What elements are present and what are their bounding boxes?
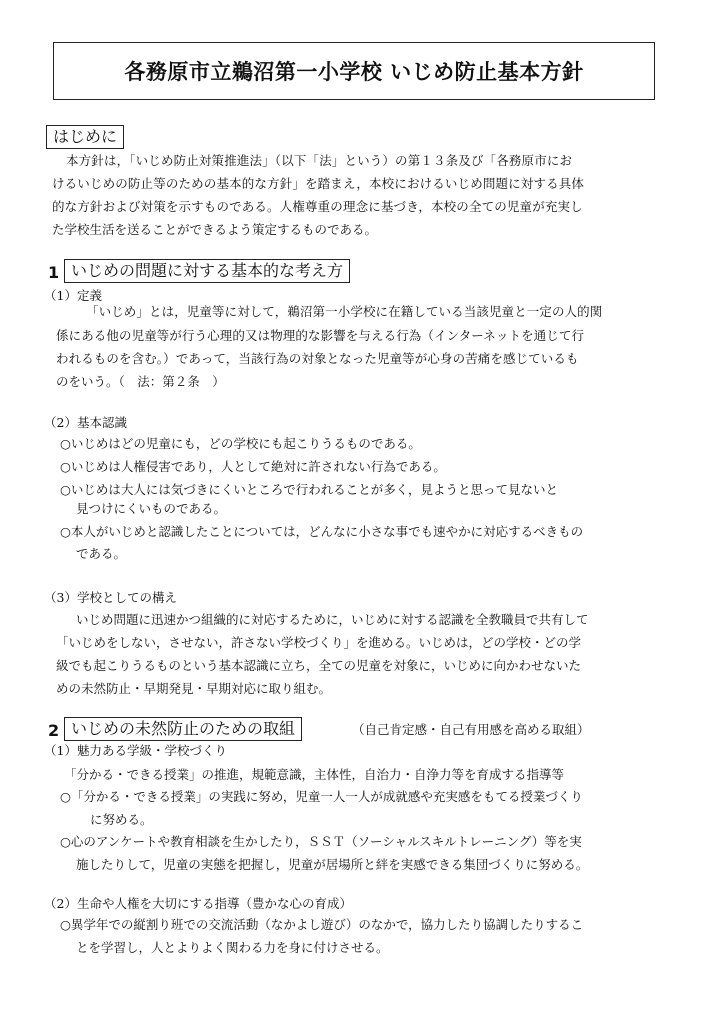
life-line-2: とを学習し，人とよりよく関わる力を身に付けさせる。	[76, 940, 389, 955]
stance-line-2: 「いじめをしない，させない，許さない学校づくり」を進める。いじめは，どの学校・どの学	[56, 635, 582, 650]
intro-line-3: 的な方針および対策を示すものである。人権尊重の理念に基づき，本校の全ての児童が充実し	[52, 199, 583, 214]
attractive-line-4: ○心のアンケートや教育相談を生かしたり，ＳＳＴ（ソーシャルスキルトレーニング）等を実	[60, 834, 582, 849]
page-title: 各務原市立鵜沼第一小学校 いじめ防止基本方針	[124, 60, 584, 84]
definition-line-3: われるものを含む。）であって，当該行為の対象となった児童等が心身の苦痛を感じているも	[56, 351, 579, 366]
section1-sub3-label: （3）学校としての構え	[44, 590, 177, 605]
intro-line-1: 本方針は，「いじめ防止対策推進法」（以下「法」という）の第１３条及び「各務原市にお	[66, 153, 573, 168]
recognition-line-2: ○いじめは人権侵害であり，人として絶対に許されない行為である。	[60, 459, 446, 474]
section1-sub1-label: （1）定義	[44, 288, 102, 303]
section1-heading: いじめの問題に対する基本的な考え方	[64, 259, 350, 283]
stance-line-4: めの未然防止・早期発見・早期対応に取り組む。	[56, 681, 332, 696]
recognition-line-5: ○本人がいじめと認識したことについては，どんなに小さな事でも速やかに対応するべきもの	[60, 524, 584, 539]
definition-line-2: 係にある他の児童等が行う心理的又は物理的な影響を与える行為（インターネットを通じて行	[56, 328, 585, 343]
recognition-line-6: である。	[76, 546, 127, 561]
recognition-line-4: 見つけにくいものである。	[76, 501, 227, 516]
definition-line-4: のをいう。（ 法：第２条 ）	[56, 374, 225, 389]
attractive-line-5: 施したりして，児童の実態を把握し，児童が居場所と絆を実感できる集団づくりに努める。	[76, 857, 589, 872]
section1-number: 1	[48, 263, 60, 282]
section2-sub2-label: （2）生命や人権を大切にする指導（豊かな心の育成）	[44, 896, 352, 911]
intro-line-4: た学校生活を送ることができるよう策定するものである。	[52, 222, 378, 237]
title-box	[53, 42, 655, 100]
section2-sub1-label: （1）魅力ある学級・学校づくり	[44, 743, 227, 758]
definition-line-1: 「いじめ」とは，児童等に対して，鵜沼第一小学校に在籍している当該児童と一定の人的関	[86, 304, 603, 319]
recognition-line-1: ○いじめはどの児童にも，どの学校にも起こりうるものである。	[60, 436, 421, 451]
intro-line-2: けるいじめの防止等のための基本的な方針」を踏まえ，本校におけるいじめ問題に対する具体	[52, 176, 585, 191]
section2-number: 2	[48, 721, 60, 740]
recognition-line-3: ○いじめは大人には気づきにくいところで行われることが多く，見ようと思って見ないと	[60, 482, 559, 497]
attractive-line-1: 「分かる・できる授業」の推進，規範意識，主体性，自治力・自浄力等を育成する指導等	[64, 767, 565, 782]
attractive-line-2: ○「分かる・できる授業」の実践に努め，児童一人一人が成就感や充実感をもてる授業づくり	[60, 789, 583, 804]
section2-aside: （自己肯定感・自己有用感を高める取組）	[352, 722, 590, 737]
stance-line-3: 級でも起こりうるものという基本認識に立ち，全ての児童を対象に，いじめに向かわせないた	[56, 658, 582, 673]
life-line-1: ○異学年での縦割り班での交流活動（なかよし遊び）のなかで，協力したり協調したりするこ	[60, 917, 584, 932]
stance-line-1: いじめ問題に迅速かつ組織的に対応するために，いじめに対する認識を全教職員で共有して	[76, 612, 589, 627]
intro-heading: はじめに	[46, 125, 124, 149]
section1-sub2-label: （2）基本認識	[44, 415, 127, 430]
attractive-line-3: に努める。	[90, 812, 153, 827]
section2-heading: いじめの未然防止のための取組	[64, 717, 302, 741]
